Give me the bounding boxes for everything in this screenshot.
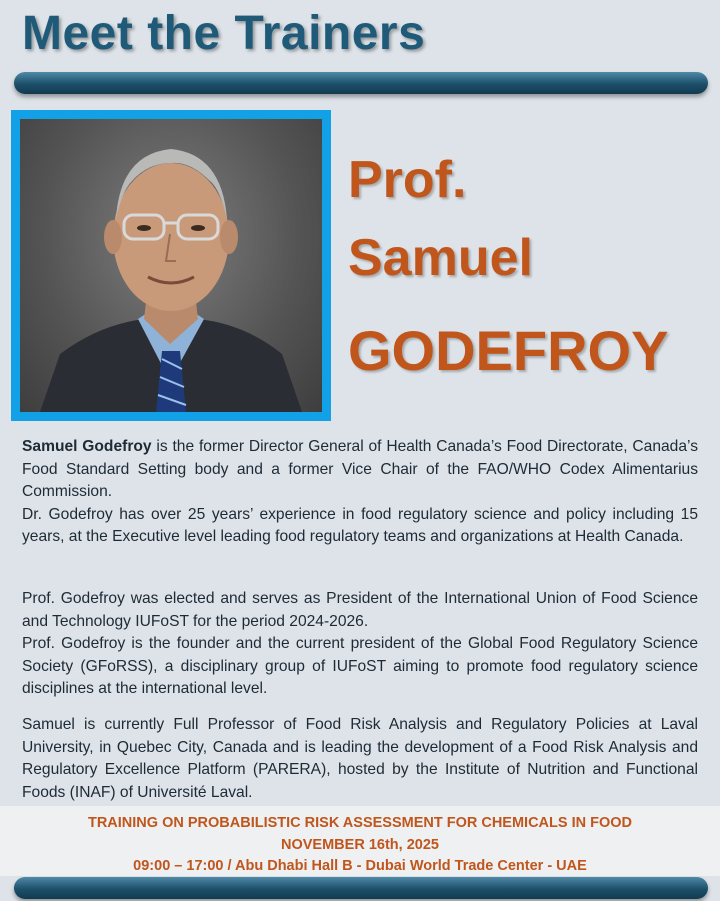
event-time-location: 09:00 – 17:00 / Abu Dhabi Hall B - Dubai World Trade Center - UAE bbox=[133, 858, 587, 874]
bio-paragraph-3: Prof. Godefroy was elected and serves as President of the International Union of Food Science and Technology IUFoST for the period 2024-2026. bbox=[22, 590, 698, 630]
header-divider-bar bbox=[14, 72, 708, 94]
bio-section-2 bbox=[22, 588, 698, 701]
bio-paragraph-1 bbox=[22, 436, 698, 504]
bio-lead-name: Samuel Godefroy bbox=[22, 438, 152, 455]
event-title: TRAINING ON PROBABILISTIC RISK ASSESSMENT FOR CHEMICALS IN FOOD bbox=[87, 815, 633, 831]
bio-section-3 bbox=[22, 714, 698, 804]
bio-section-1 bbox=[22, 436, 698, 549]
trainer-photo-frame bbox=[11, 110, 331, 421]
portrait-illustration bbox=[20, 119, 322, 412]
trainer-name-line2: Samuel bbox=[348, 229, 533, 287]
bio-paragraph-1-text: is the former Director General of Health Canada’s Food Directorate, Canada’s Food Standard Setting body and a former Vice Chair of the FAO/WHO Codex Alimentarius Commission. bbox=[22, 438, 698, 500]
page-title: Meet the Trainers bbox=[22, 7, 426, 60]
footer-divider-bar bbox=[14, 877, 708, 899]
bio-paragraph-5: Samuel is currently Full Professor of Food Risk Analysis and Regulatory Policies at Laval University, in Quebec City, Canada and is leading the development of a Food Risk Analysis and Regulatory Excellence Platform (PARERA), hosted by the Institute of Nutrition and Functional Foods (INAF) of Université Laval. bbox=[22, 716, 698, 801]
bio-paragraph-4: Prof. Godefroy is the founder and the current president of the Global Food Regulatory Science Society (GFoRSS), a disciplinary group of IUFoST aiming to promote food regulatory science disciplines at the international level. bbox=[22, 635, 698, 697]
trainer-name-line1: Prof. bbox=[348, 151, 467, 209]
trainer-name-line3: GODEFROY bbox=[348, 319, 669, 382]
bio-paragraph-2: Dr. Godefroy has over 25 years’ experience in food regulatory science and policy including 15 years, at the Executive level leading food regulatory teams and organizations at Health Canada. bbox=[22, 505, 698, 545]
event-date: NOVEMBER 16th, 2025 bbox=[281, 837, 439, 853]
trainer-photo bbox=[20, 119, 322, 412]
event-footer bbox=[0, 806, 720, 876]
